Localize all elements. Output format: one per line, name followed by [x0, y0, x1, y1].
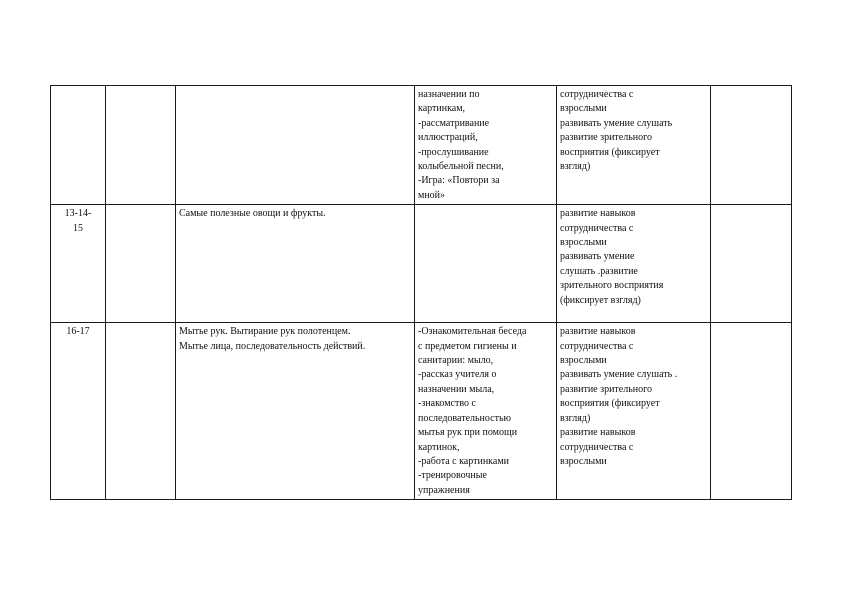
activity-line: -прослушивание — [418, 146, 489, 158]
skill-line: (фиксирует взгляд) — [560, 294, 641, 306]
skill-line: взрослыми — [560, 355, 607, 367]
topic-line: Мытье лица, последовательность действий. — [179, 340, 366, 352]
skill-line: сотрудничества с — [560, 222, 634, 234]
skill-line: слушать .развитие — [560, 265, 638, 277]
skill-line: восприятия (фиксирует — [560, 146, 660, 158]
activity-line: -работа с картинками — [418, 455, 510, 467]
activity-line: с предметом гигиены и — [418, 340, 517, 352]
activity-line: -рассматривание — [418, 117, 490, 129]
skill-line: развитие зрительного — [560, 132, 652, 144]
skill-line: сотрудничества с — [560, 441, 634, 453]
activity-line: -тренировочные — [418, 470, 487, 482]
activity-line: упражнения — [418, 484, 470, 496]
hours-cell — [106, 86, 176, 205]
skill-line: взрослыми — [560, 455, 607, 467]
skill-line: развивать умение — [560, 251, 635, 263]
lesson-number-cell — [51, 86, 106, 205]
activities-cell — [415, 86, 557, 205]
activities-cell — [415, 323, 557, 500]
skill-line: восприятия (фиксирует — [560, 398, 660, 410]
activity-line: колыбельной песни, — [418, 161, 504, 173]
activity-line: -рассказ учителя о — [418, 369, 497, 381]
skills-cell — [557, 86, 711, 205]
table-row — [51, 86, 792, 205]
lesson-number-line: 16-17 — [66, 326, 90, 338]
skill-line: зрительного восприятия — [560, 280, 664, 292]
notes-cell — [711, 205, 792, 323]
activity-line: мной» — [418, 189, 446, 201]
activity-line: назначении по — [418, 89, 480, 100]
skill-line: взрослыми — [560, 237, 607, 249]
skill-line: развитие навыков — [560, 427, 636, 439]
topic-cell — [176, 205, 415, 323]
topic-line: Самые полезные овощи и фрукты. — [179, 208, 326, 220]
skills-cell — [557, 323, 711, 500]
notes-cell — [711, 323, 792, 500]
skill-line: развитие навыков — [560, 208, 636, 220]
lesson-number-line: 15 — [73, 222, 83, 234]
table-row — [51, 323, 792, 500]
topic-line: Мытье рук. Вытирание рук полотенцем. — [179, 326, 351, 338]
skill-line: развитие зрительного — [560, 383, 652, 395]
hours-cell — [106, 323, 176, 500]
skills-cell — [557, 205, 711, 323]
skill-line: развивать умение слушать . — [560, 369, 678, 381]
topic-cell — [176, 323, 415, 500]
activities-cell — [415, 205, 557, 323]
activity-line: последовательностью — [418, 412, 511, 424]
activity-line: назначении мыла, — [418, 383, 495, 395]
activity-line: санитарии: мыло, — [418, 355, 494, 367]
activity-line: картинок, — [418, 441, 460, 453]
skill-line: взгляд) — [560, 161, 591, 173]
hours-cell — [106, 205, 176, 323]
activity-line: картинкам, — [418, 103, 466, 115]
notes-cell — [711, 86, 792, 205]
activity-line: иллюстраций, — [418, 132, 478, 144]
table-row — [51, 205, 792, 323]
skill-line: развитие навыков — [560, 326, 636, 338]
activity-line: -Ознакомительная беседа — [418, 326, 527, 338]
skill-line: сотрудничества с — [560, 340, 634, 352]
skill-line: взрослыми — [560, 103, 607, 115]
activity-line: мытья рук при помощи — [418, 427, 518, 439]
skill-line: развивать умение слушать — [560, 117, 673, 129]
activity-line: -знакомство с — [418, 398, 476, 410]
activity-line: -Игра: «Повтори за — [418, 175, 500, 187]
lesson-number-cell — [51, 323, 106, 500]
topic-cell — [176, 86, 415, 205]
skill-line: сотрудничества с — [560, 89, 634, 100]
lesson-number-cell — [51, 205, 106, 323]
lesson-plan-table — [50, 85, 792, 500]
lesson-number-line: 13-14- — [64, 208, 92, 220]
skill-line: взгляд) — [560, 412, 591, 424]
